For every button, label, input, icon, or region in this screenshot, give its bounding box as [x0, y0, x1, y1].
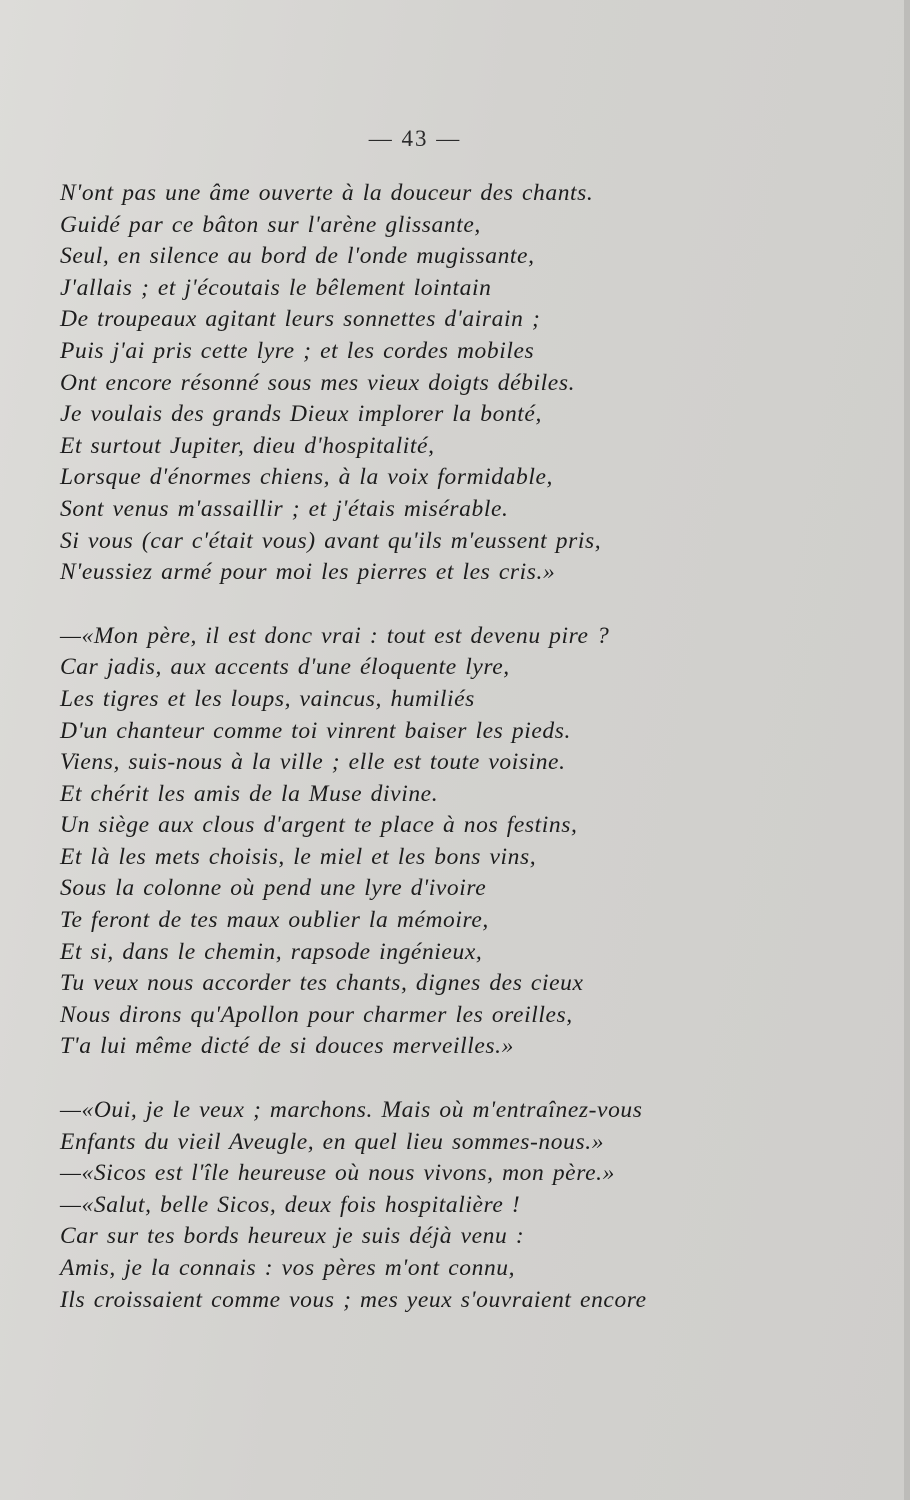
verse-line: Je voulais des grands Dieux implorer la bonté, [60, 401, 542, 428]
verse-line: N'ont pas une âme ouverte à la douceur des chants. [60, 180, 594, 206]
verse-line: —«Salut, belle Sicos, deux fois hospitalière ! [60, 1191, 521, 1218]
verse-line: Seul, en silence au bord de l'onde mugissante, [60, 243, 535, 270]
verse-line: —«Mon père, il est donc vrai : tout est devenu pire ? [60, 622, 610, 649]
verse-line: Te feront de tes maux oublier la mémoire, [60, 907, 489, 934]
verse-line: Lorsque d'énormes chiens, à la voix formidable, [60, 464, 553, 491]
stanza-1 [60, 178, 780, 589]
verse-line: D'un chanteur comme toi vinrent baiser les pieds. [60, 717, 571, 744]
verse-line: Tu veux nous accorder tes chants, dignes des cieux [60, 970, 584, 997]
verse-line: N'eussiez armé pour moi les pierres et les cris.» [60, 559, 556, 586]
verse-line: —«Oui, je le veux ; marchons. Mais où m'entraînez-vous [60, 1097, 643, 1124]
stanza-3 [60, 1095, 780, 1316]
verse-line: Et surtout Jupiter, dieu d'hospitalité, [60, 432, 435, 459]
verse-line: De troupeaux agitant leurs sonnettes d'airain ; [60, 306, 541, 333]
verse-line: Guidé par ce bâton sur l'arène glissante, [60, 211, 481, 238]
verse-line: Sous la colonne où pend une lyre d'ivoire [60, 875, 487, 902]
verse-line: Enfants du vieil Aveugle, en quel lieu sommes-nous.» [60, 1128, 605, 1155]
verse-line: Amis, je la connais : vos pères m'ont connu, [60, 1255, 516, 1281]
poem-text [60, 178, 780, 1316]
verse-line: Et là les mets choisis, le miel et les bons vins, [60, 843, 537, 870]
verse-line: Puis j'ai pris cette lyre ; et les cordes mobiles [60, 337, 535, 364]
stanza-2 [60, 621, 780, 1063]
verse-line: Ont encore résonné sous mes vieux doigts débiles. [60, 369, 576, 396]
verse-line: Les tigres et les loups, vaincus, humiliés [60, 685, 475, 712]
page-edge-shadow [904, 0, 910, 1500]
verse-line: J'allais ; et j'écoutais le bêlement lointain [60, 274, 492, 301]
verse-line: Car jadis, aux accents d'une éloquente lyre, [60, 654, 510, 681]
verse-line: Car sur tes bords heureux je suis déjà venu : [60, 1223, 525, 1250]
verse-line: Sont venus m'assaillir ; et j'étais misérable. [60, 495, 509, 522]
verse-line: Si vous (car c'était vous) avant qu'ils m'eussent pris, [60, 527, 602, 554]
verse-line: Ils croissaient comme vous ; mes yeux s'ouvraient encore [60, 1286, 647, 1313]
verse-line: Un siège aux clous d'argent te place à nos festins, [60, 812, 578, 839]
verse-line: Et si, dans le chemin, rapsode ingénieux, [60, 938, 483, 965]
verse-line: —«Sicos est l'île heureuse où nous vivons, mon père.» [60, 1160, 615, 1187]
verse-line: T'a lui même dicté de si douces merveilles.» [60, 1033, 514, 1060]
verse-line: Viens, suis-nous à la ville ; elle est toute voisine. [60, 749, 566, 776]
verse-line: Et chérit les amis de la Muse divine. [60, 780, 439, 807]
page-number: — 43 — [368, 126, 462, 151]
verse-line: Nous dirons qu'Apollon pour charmer les oreilles, [60, 1001, 573, 1028]
